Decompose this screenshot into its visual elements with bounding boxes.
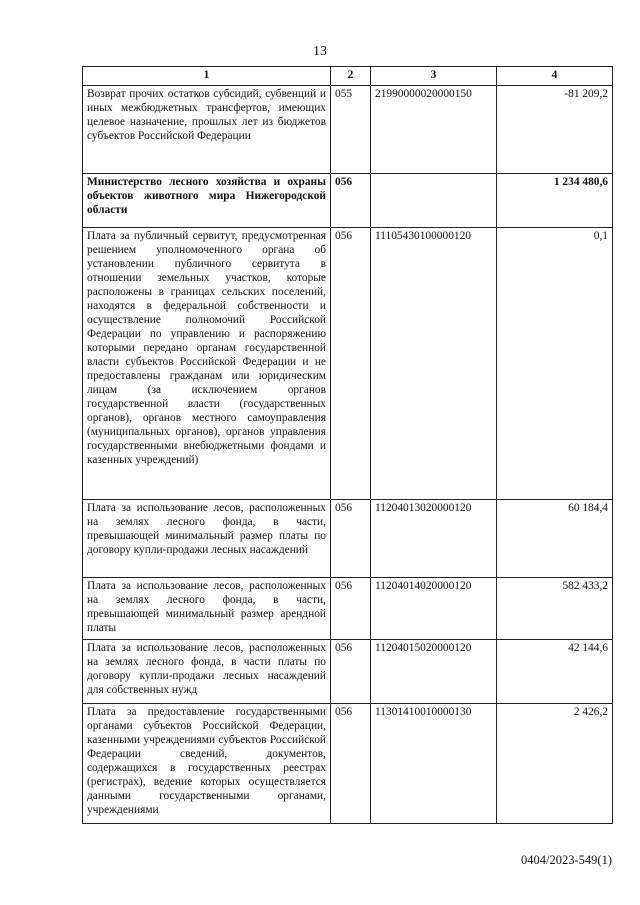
admin-code-cell: 056 <box>331 174 371 228</box>
budget-code-cell: 21990000020000150 <box>371 86 497 174</box>
admin-code-cell: 056 <box>331 578 371 640</box>
admin-code-cell: 055 <box>331 86 371 174</box>
table-row <box>83 228 613 500</box>
header-col-3: 3 <box>371 67 497 86</box>
budget-revenue-table <box>82 66 613 824</box>
budget-code-cell: 11105430100000120 <box>371 228 497 500</box>
table-row <box>83 578 613 640</box>
budget-code-cell: 11204015020000120 <box>371 640 497 704</box>
revenue-name-cell: Плата за публичный сервитут, предусмотренная решением уполномоченного органа об установлении публичного сервитута в отношении земельных участков, которые расположены в границах сельских поселений, находятся в федеральной собственности и осуществление полномочий Российской Федерации по управлению и распоряжению которыми передано органам государственной власти субъектов Российской Федерации и не предоставлены гражданам или юридическим лицам (за исключением органов государственной власти (государственных органов), органов местного самоуправления (муниципальных органов), органов управления государственными внебюджетными фондами и казенных учреждений) <box>83 228 331 500</box>
table-row <box>83 86 613 174</box>
document-registration-code: 0404/2023-549(1) <box>521 853 612 867</box>
budget-code-cell: 11204014020000120 <box>371 578 497 640</box>
budget-code-cell: 11301410010000130 <box>371 704 497 824</box>
amount-cell: -81 209,2 <box>497 86 613 174</box>
budget-code-cell: 11204013020000120 <box>371 500 497 578</box>
admin-code-cell: 056 <box>331 228 371 500</box>
amount-cell: 42 144,6 <box>497 640 613 704</box>
admin-code-cell: 056 <box>331 500 371 578</box>
amount-cell: 2 426,2 <box>497 704 613 824</box>
table-row <box>83 500 613 578</box>
revenue-name-cell: Плата за использование лесов, расположенных на землях лесного фонда, в части платы по договору купли-продажи лесных насаждений для собственных нужд <box>83 640 331 704</box>
admin-code-cell: 056 <box>331 704 371 824</box>
table-row <box>83 640 613 704</box>
admin-code-cell: 056 <box>331 640 371 704</box>
revenue-name-cell: Возврат прочих остатков субсидий, субвенций и иных межбюджетных трансфертов, имеющих целевое назначение, прошлых лет из бюджетов субъектов Российской Федерации <box>83 86 331 174</box>
amount-cell: 0,1 <box>497 228 613 500</box>
revenue-name-cell: Плата за использование лесов, расположенных на землях лесного фонда, в части, превышающей минимальный размер платы по договору купли-продажи лесных насаждений <box>83 500 331 578</box>
amount-cell: 1 234 480,6 <box>497 174 613 228</box>
table-row <box>83 704 613 824</box>
header-row <box>83 67 613 86</box>
header-col-4: 4 <box>497 67 613 86</box>
budget-code-cell <box>371 174 497 228</box>
amount-cell: 60 184,4 <box>497 500 613 578</box>
header-col-2: 2 <box>331 67 371 86</box>
header-col-1: 1 <box>83 67 331 86</box>
page-number: 13 <box>313 44 327 59</box>
amount-cell: 582 433,2 <box>497 578 613 640</box>
revenue-name-cell: Плата за предоставление государственными органами субъектов Российской Федерации, казенными учреждениями субъектов Российской Федерации сведений, документов, содержащихся в государственных реестрах (регистрах), ведение которых осуществляется данными государственными органами, учреждениями <box>83 704 331 824</box>
revenue-name-cell: Плата за использование лесов, расположенных на землях лесного фонда, в части, превышающей минимальный размер арендной платы <box>83 578 331 640</box>
ministry-name-cell: Министерство лесного хозяйства и охраны объектов животного мира Нижегородской области <box>83 174 331 228</box>
table-row-ministry <box>83 174 613 228</box>
